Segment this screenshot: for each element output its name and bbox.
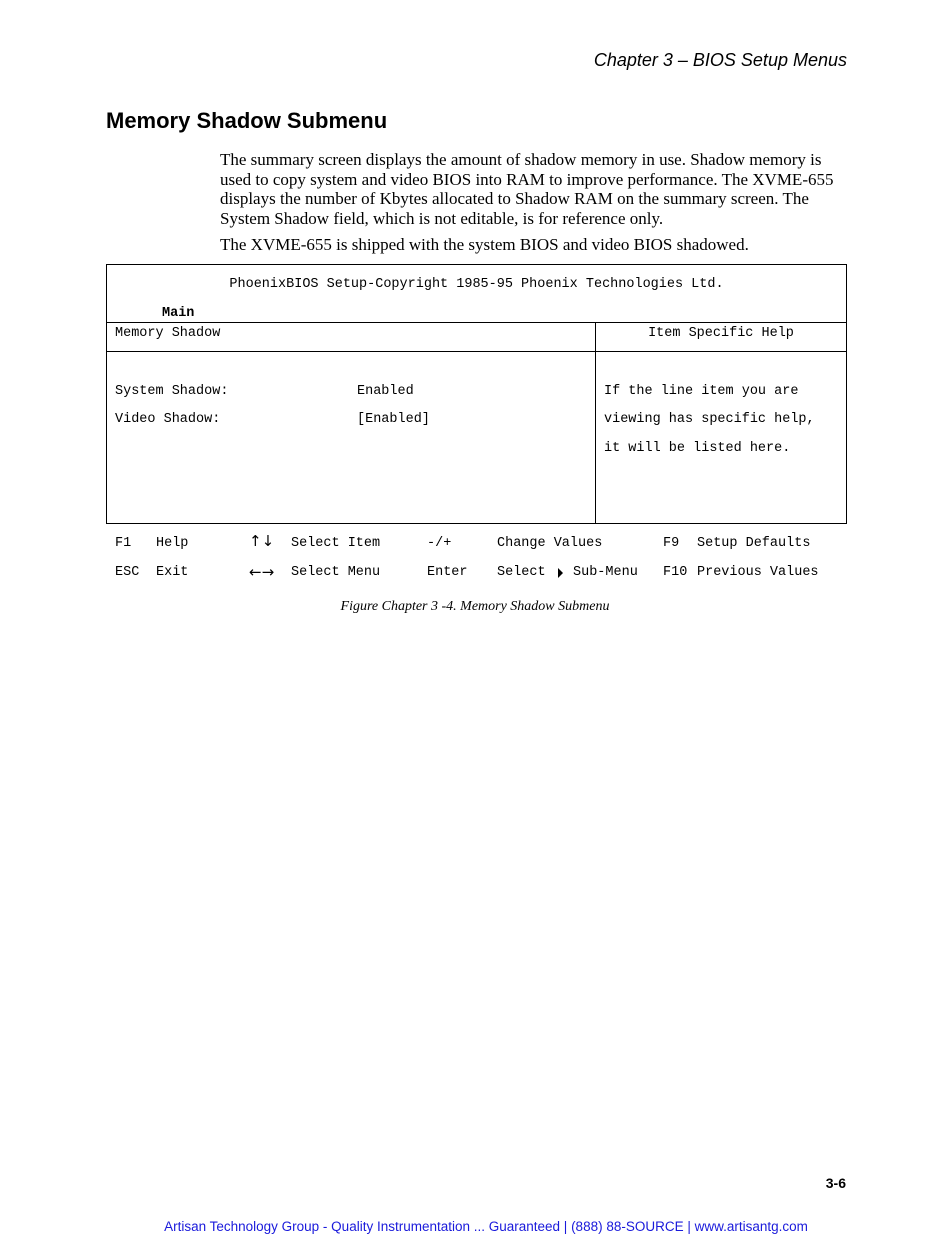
help-title: Item Specific Help — [648, 326, 794, 341]
system-shadow-label: System Shadow: — [115, 384, 229, 399]
left-right-arrows-icon: ←→ — [249, 563, 275, 581]
key-esc: ESC — [115, 565, 140, 580]
key-setup-defaults-desc: Setup Defaults — [697, 536, 811, 551]
paragraph-intro: The summary screen displays the amount of shadow memory in use. Shadow memory is used to copy system and video BIOS into RAM to improve performance. The XVME-655 displays the number of Kbytes allocated to Shadow RAM on the summary screen. The System Shadow field, which is not editable, is for reference only. — [220, 150, 834, 228]
triangle-right-icon — [558, 568, 563, 578]
key-help-desc: Help — [156, 536, 189, 551]
key-sub-menu-desc: Sub-Menu — [573, 565, 638, 580]
chapter-header: Chapter 3 – BIOS Setup Menus — [593, 50, 847, 70]
video-shadow-label: Video Shadow: — [115, 412, 221, 427]
footer-link[interactable]: Artisan Technology Group - Quality Instrumentation ... Guaranteed | (888) 88-SOURCE | www.artisantg.com — [164, 1219, 808, 1234]
divider — [107, 322, 846, 323]
video-shadow-value[interactable]: [Enabled] — [357, 412, 430, 427]
bios-setup-screen — [106, 264, 847, 524]
key-change-values-desc: Change Values — [497, 536, 603, 551]
help-text-line: viewing has specific help, — [604, 412, 815, 427]
key-enter: Enter — [427, 565, 468, 580]
help-text-line: it will be listed here. — [604, 441, 791, 456]
panel-title: Memory Shadow — [115, 326, 221, 341]
key-f1: F1 — [115, 536, 132, 551]
key-exit-desc: Exit — [156, 565, 189, 580]
page-number: 3-6 — [825, 1175, 846, 1191]
help-text-line: If the line item you are — [604, 384, 799, 399]
paragraph-shipping: The XVME-655 is shipped with the system BIOS and video BIOS shadowed. — [220, 235, 749, 254]
key-select-menu-desc: Select Menu — [291, 565, 381, 580]
panel-divider — [595, 322, 596, 523]
up-down-arrows-icon: ↑↓ — [249, 532, 275, 550]
key-select-item-desc: Select Item — [291, 536, 381, 551]
system-shadow-value: Enabled — [357, 384, 414, 399]
section-title: Memory Shadow Submenu — [106, 108, 388, 133]
figure-caption: Figure Chapter 3 -4. Memory Shadow Submenu — [340, 599, 610, 614]
bios-menu-main[interactable]: Main — [162, 306, 195, 321]
key-plus-minus: -/+ — [427, 536, 452, 551]
key-select-desc: Select — [497, 565, 546, 580]
key-previous-values-desc: Previous Values — [697, 565, 819, 580]
divider — [107, 351, 846, 352]
key-f9: F9 — [663, 536, 680, 551]
key-f10: F10 — [663, 565, 688, 580]
bios-copyright: PhoenixBIOS Setup-Copyright 1985-95 Phoenix Technologies Ltd. — [229, 277, 724, 292]
